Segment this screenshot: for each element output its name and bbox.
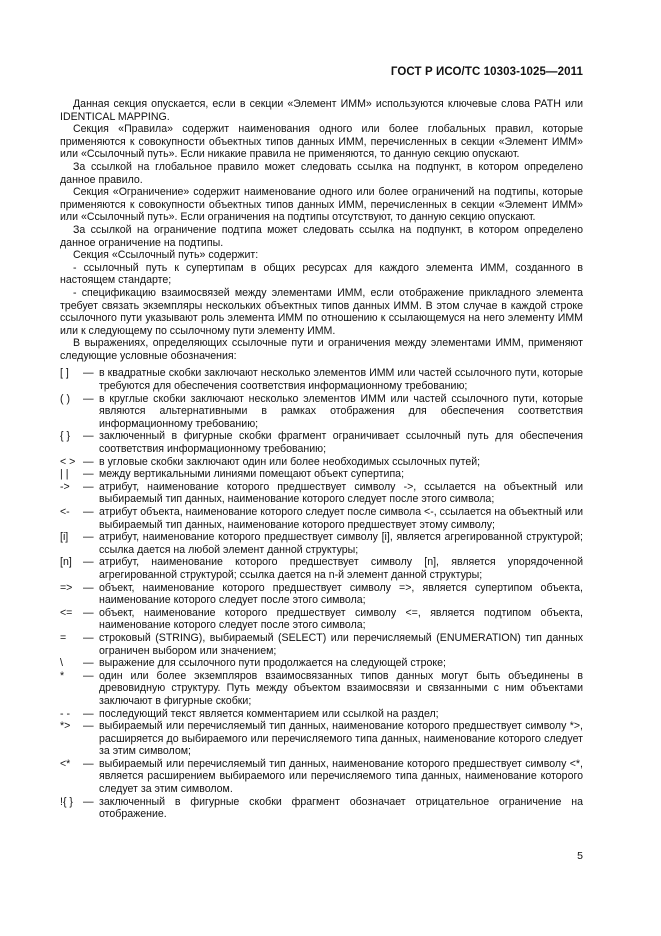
notation-text: в угловые скобки заключают один или более необходимых ссылочных путей; — [99, 455, 481, 468]
notation-symbol: * — [60, 669, 65, 682]
notation-symbol: [ ] — [60, 367, 69, 380]
notation-symbol: \ — [60, 657, 63, 670]
notation-symbol: = — [60, 631, 67, 644]
notation-text: объект, наименование которого предшествует символу <=, является подтипом объекта, наименование которого следует после этого символа; — [99, 606, 583, 632]
notation-dash: — — [83, 720, 94, 733]
notation-symbol: !{ } — [60, 795, 73, 808]
paragraph: Данная секция опускается, если в секции «Элемент ИММ» используются ключевые слова PATH или IDENTICAL MAPPING. — [60, 98, 583, 123]
paragraph: За ссылкой на ограничение подтипа может следовать ссылка на подпункт, в котором определено данное ограничение на подтипы. — [60, 223, 583, 249]
notation-dash: — — [83, 506, 94, 518]
notation-dash: — — [83, 669, 94, 682]
notation-symbol: <* — [60, 757, 71, 770]
notation-dash: — — [83, 556, 94, 569]
document-body — [60, 98, 583, 821]
notation-dash: — — [83, 367, 94, 380]
notation-symbol: ( ) — [60, 392, 70, 405]
paragraph: За ссылкой на глобальное правило может следовать ссылка на подпункт, в котором определено данное правило. — [60, 160, 583, 186]
notation-item — [60, 607, 583, 632]
notation-item — [60, 468, 583, 481]
notation-symbol: -> — [60, 480, 70, 493]
notation-text: между вертикальными линиями помещают объект супертипа; — [99, 468, 405, 481]
notation-text: объект, наименование которого предшествует символу =>, является супертипом объекта, наименование которого следует после этого символа; — [99, 581, 583, 607]
notation-symbol: *> — [60, 720, 71, 733]
notation-text: выбираемый или перечисляемый тип данных, наименование которого предшествует символу <*, является расширением выбираемого или перечисляемого типа данных, наименование которого следует за этим символом. — [99, 757, 583, 796]
notation-item — [60, 456, 583, 469]
notation-dash: — — [83, 430, 94, 443]
notation-dash: — — [83, 468, 94, 481]
notation-item — [60, 758, 583, 796]
paragraph: Секция «Правила» содержит наименования одного или более глобальных правил, которые применяются к совокупности объектных типов данных ИММ, перечисленных в секции «Элемент ИММ» или «Ссылочный путь». Если никакие правила не применяются, то данную секцию опускают. — [60, 123, 583, 161]
notation-text: выражение для ссылочного пути продолжается на следующей строке; — [99, 657, 446, 670]
notation-symbol: [i] — [60, 531, 69, 544]
notation-dash: — — [83, 795, 94, 808]
notation-dash: — — [83, 657, 94, 670]
notation-dash: — — [83, 480, 94, 493]
notation-symbol: [n] — [60, 556, 72, 569]
notation-item — [60, 796, 583, 821]
notation-dash: — — [83, 757, 94, 770]
notation-text: один или более экземпляров взаимосвязанных типов данных могут быть объединены в древовидную структуру. Путь между объектом взаимосвязи и связанными с ним объектами заключают в фигурные скобки; — [99, 669, 583, 707]
notation-text: заключенный в фигурные скобки фрагмент обозначает отрицательное ограничение на отображение. — [99, 795, 583, 821]
paragraph: Секция «Ссылочный путь» содержит: — [73, 249, 259, 262]
document-header: ГОСТ Р ИСО/ТС 10303-1025—2011 — [390, 66, 583, 78]
notation-text: атрибут объекта, наименование которого следует после символа <-, ссылается на объектный или выбираемый тип данных, наименование которого предшествует этому символу; — [99, 506, 583, 531]
page-number: 5 — [577, 850, 583, 862]
notation-text: атрибут, наименование которого предшествует символу [n], является упорядоченной агрегированной структурой; ссылка дается на n-й элемент данной структуры; — [99, 556, 583, 581]
notation-dash: — — [83, 606, 94, 619]
notation-item — [60, 670, 583, 708]
notation-item — [60, 657, 583, 670]
notation-list — [60, 367, 583, 820]
notation-dash: — — [83, 531, 94, 544]
notation-dash: — — [83, 581, 94, 594]
notation-item — [60, 393, 583, 431]
notation-text: последующий текст является комментарием или ссылкой на раздел; — [99, 707, 439, 720]
notation-item — [60, 506, 583, 531]
notation-dash: — — [83, 707, 94, 720]
paragraph: В выражениях, определяющих ссылочные пути и ограничения между элементами ИММ, применяют следующие условные обозначения: — [60, 337, 583, 362]
notation-symbol: <= — [60, 606, 73, 619]
notation-text: заключенный в фигурные скобки фрагмент ограничивает ссылочный путь для обеспечения соответствия информационному требованию; — [99, 430, 583, 456]
notation-text: в квадратные скобки заключают несколько элементов ИММ или частей ссылочного пути, которые требуются для обеспечения соответствия информационному требованию; — [99, 367, 583, 393]
notation-text: в круглые скобки заключают несколько элементов ИММ или частей ссылочного пути, которые являются альтернативными в рамках отображения для обеспечения соответствия информационному требованию; — [99, 392, 583, 430]
notation-item — [60, 556, 583, 581]
notation-symbol: | | — [60, 468, 69, 481]
notation-item — [60, 531, 583, 556]
notation-item — [60, 632, 583, 657]
notation-dash: — — [83, 631, 94, 644]
notation-symbol: <- — [60, 506, 70, 518]
notation-dash: — — [83, 392, 94, 405]
notation-item — [60, 708, 583, 721]
notation-symbol: - - — [60, 707, 70, 720]
notation-item — [60, 481, 583, 506]
notation-text: атрибут, наименование которого предшествует символу ->, ссылается на объектный или выбираемый тип данных, наименование которого следует после этого символа; — [99, 480, 583, 506]
notation-symbol: => — [60, 581, 73, 594]
list-item: - ссылочный путь к супертипам в общих ресурсах для каждого элемента ИММ, созданного в настоящем стандарте; — [60, 261, 583, 287]
notation-item — [60, 430, 583, 455]
notation-item — [60, 367, 583, 392]
list-item: - спецификацию взаимосвязей между элементами ИММ, если отображение прикладного элемента требует связать экземпляры нескольких объектных типов данных ИММ. В этом случае в каждой строке ссылочного пути указывают роль элемента ИММ по отношению к ссылающемуся на него элементу ИММ или к следующему по ссылочному пути элементу ИММ. — [60, 286, 583, 337]
notation-dash: — — [83, 455, 94, 468]
notation-symbol: < > — [60, 455, 76, 468]
notation-text: атрибут, наименование которого предшествует символу [i], является агрегированной структурой; ссылка дается на любой элемент данной структуры; — [99, 531, 583, 556]
notation-symbol: { } — [60, 430, 71, 443]
notation-text: выбираемый или перечисляемый тип данных, наименование которого предшествует символу *>, расширяется до выбираемого или перечисляемого типа данных, наименование которого следует за этим символом; — [99, 720, 583, 758]
notation-text: строковый (STRING), выбираемый (SELECT) или перечисляемый (ENUMERATION) тип данных ограничен выбором или значением; — [99, 631, 583, 657]
notation-item — [60, 720, 583, 758]
notation-item — [60, 582, 583, 607]
paragraph: Секция «Ограничение» содержит наименование одного или более ограничений на подтипы, которые применяются к совокупности объектных типов данных ИММ, перечисленных в секции «Элемент ИММ» или «Ссылочный путь». Если ограничения на подтипы отсутствуют, то данную секцию опускают. — [60, 186, 583, 224]
